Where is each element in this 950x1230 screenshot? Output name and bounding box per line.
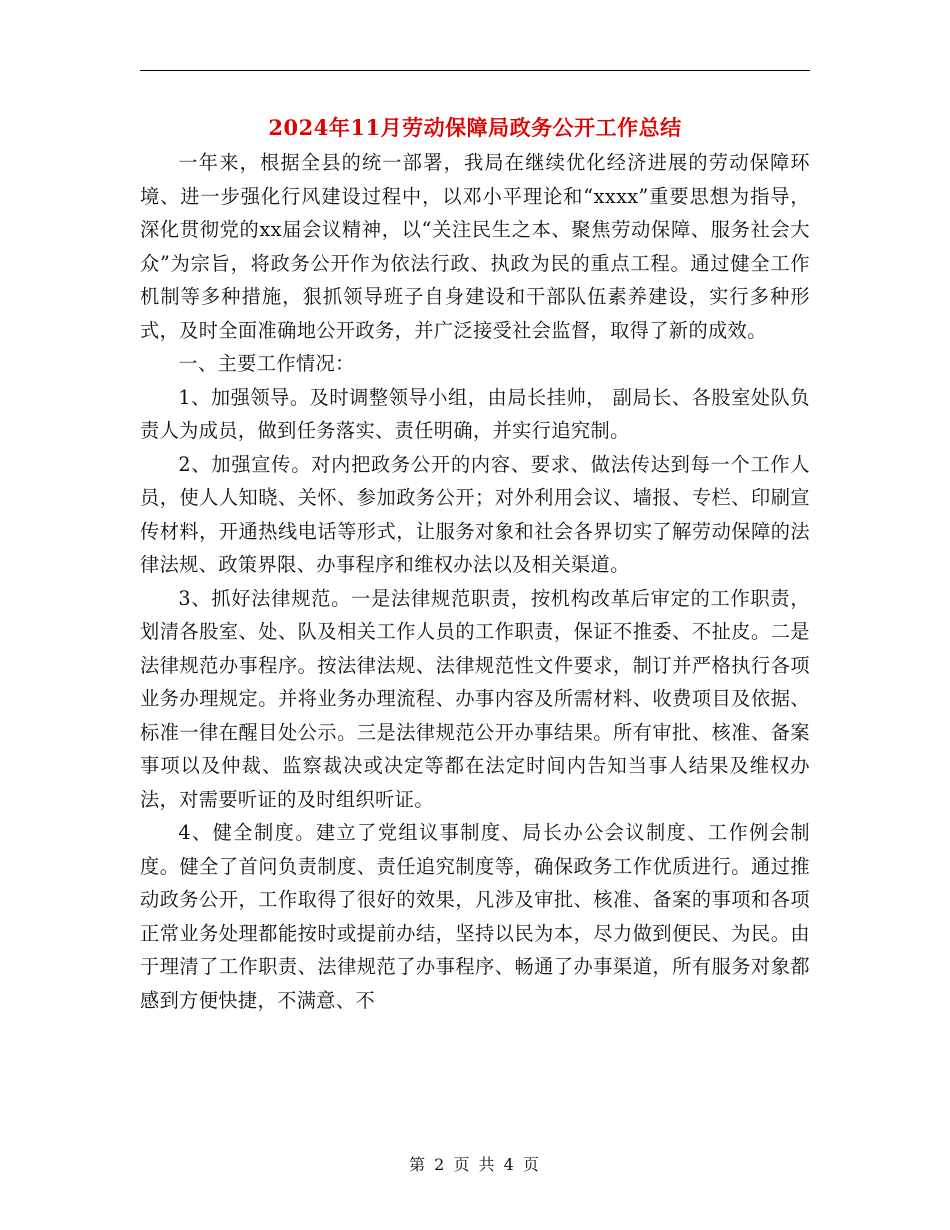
intro-paragraph: 一年来，根据全县的统一部署，我局在继续优化经济进展的劳动保障环境、进一步强化行风建设过程中，以邓小平理论和“xxxx”重要思想为指导，深化贯彻党的xx届会议精神，以“关注民生之本、聚焦劳动保障、服务社会大众”为宗旨，将政务公开作为依法行政、执政为民的重点工程。通过健全工作机制等多种措施，狠抓领导班子自身建设和干部队伍素养建设，实行多种形式，及时全面准确地公开政务，并广泛接受社会监督，取得了新的成效。 [140, 151, 810, 342]
document-title: 2024年11月劳动保障局政务公开工作总结 [268, 115, 682, 140]
page-number: 第 2 页 共 4 页 [409, 1155, 541, 1174]
item-paragraph-1: 1、加强领导。及时调整领导小组，由局长挂帅， 副局长、各股室处队负责人为成员，做到任务落实、责任明确，并实行追究制。 [140, 385, 810, 442]
item-paragraph-2: 2、加强宣传。对内把政务公开的内容、要求、做法传达到每一个工作人员，使人人知晓、关怀、参加政务公开；对外利用会议、墙报、专栏、印刷宣传材料，开通热线电话等形式，让服务对象和社会各界切实了解劳动保障的法律法规、政策界限、办事程序和维权办法以及相关渠道。 [140, 452, 810, 576]
document-body [140, 146, 810, 1017]
section-heading: 一、主要工作情况： [178, 352, 355, 375]
item-paragraph-3: 3、抓好法律规范。一是法律规范职责，按机构改革后审定的工作职责，划清各股室、处、队及相关工作人员的工作职责，保证不推委、不扯皮。二是法律规范办事程序。按法律法规、法律规范性文件要求，制订并严格执行各项业务办理规定。并将业务办理流程、办事内容及所需材料、收费项目及依据、标准一律在醒目处公示。三是法律规范公开办事结果。所有审批、核准、备案事项以及仲裁、监察裁决或决定等都在法定时间内告知当事人结果及维权办法，对需要听证的及时组织听证。 [140, 586, 810, 811]
header-rule [140, 70, 810, 71]
item-paragraph-4: 4、健全制度。建立了党组议事制度、局长办公会议制度、工作例会制度。健全了首问负责制度、责任追究制度等，确保政务工作优质进行。通过推动政务公开，工作取得了很好的效果，凡涉及审批、核准、备案的事项和各项正常业务处理都能按时或提前办结，坚持以民为本，尽力做到便民、为民。由于理清了工作职责、法律规范了办事程序、畅通了办事渠道，所有服务对象都感到方便快捷，不满意、不 [140, 821, 810, 1012]
